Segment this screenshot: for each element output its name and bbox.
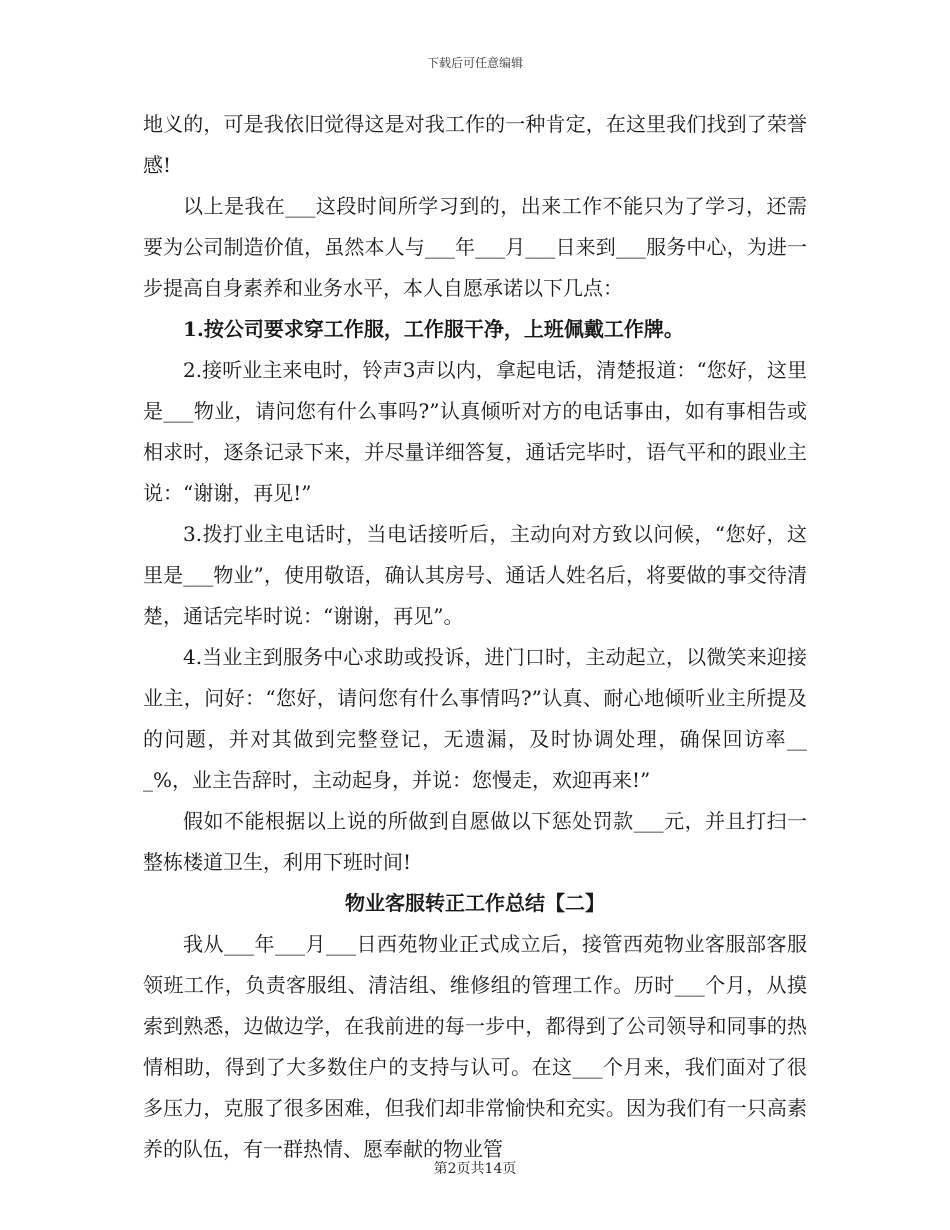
- document-body: [143, 104, 807, 1170]
- paragraph-item-1: 1.按公司要求穿工作服，工作服干净，上班佩戴工作牌。: [183, 317, 684, 341]
- page-header: 下载后可任意编辑: [426, 56, 523, 70]
- paragraph-penalty: 假如不能根据以上说的所做到自愿做以下惩处罚款___元，并且打扫一整栋楼道卫生，利用下班时间!: [143, 809, 807, 874]
- paragraph-section-two: 我从___年___月___日西苑物业正式成立后，接管西苑物业客服部客服领班工作，负责客服组、清洁组、维修组的管理工作。历时___个月，从摸索到熟悉，边做边学，在我前进的每一步中，都得到了公司领导和同事的热情相助，得到了大多数住户的支持与认可。在这___个月来，我们面对了很多压力，克服了很多困难，但我们却非常愉快和充实。因为我们有一只高素养的队伍，有一群热情、愿奉献的物业管: [143, 932, 807, 1161]
- paragraph-item-3: 3.拨打业主电话时，当电话接听后，主动向对方致以问候，“您好，这里是___物业”，使用敬语，确认其房号、通话人姓名后，将要做的事交待清楚，通话完毕时说：“谢谢，再见”。: [143, 522, 807, 628]
- section-title: 物业客服转正工作总结【二】: [345, 891, 605, 915]
- page-footer: 第2页共14页: [433, 1161, 517, 1177]
- paragraph-intro-commitment: 以上是我在___这段时间所学习到的，出来工作不能只为了学习，还需要为公司制造价值，虽然本人与___年___月___日来到___服务中心，为进一步提高自身素养和业务水平，本人自愿承诺以下几点：: [143, 194, 807, 300]
- paragraph-item-2: 2.接听业主来电时，铃声3声以内，拿起电话，清楚报道：“您好，这里是___物业，请问您有什么事吗?”认真倾听对方的电话事由，如有事相告或相求时，逐条记录下来，并尽量详细答复，通话完毕时，语气平和的跟业主说：“谢谢，再见!”: [143, 358, 807, 505]
- paragraph-item-4: 4.当业主到服务中心求助或投诉，进门口时，主动起立，以微笑来迎接业主，问好：“您好，请问您有什么事情吗?”认真、耐心地倾听业主所提及的问题，并对其做到完整登记，无遗漏，及时协调处理，确保回访率___%，业主告辞时，主动起身，并说：您慢走，欢迎再来!”: [143, 645, 807, 792]
- paragraph-continuation: 地义的，可是我依旧觉得这是对我工作的一种肯定，在这里我们找到了荣誉感!: [143, 112, 807, 177]
